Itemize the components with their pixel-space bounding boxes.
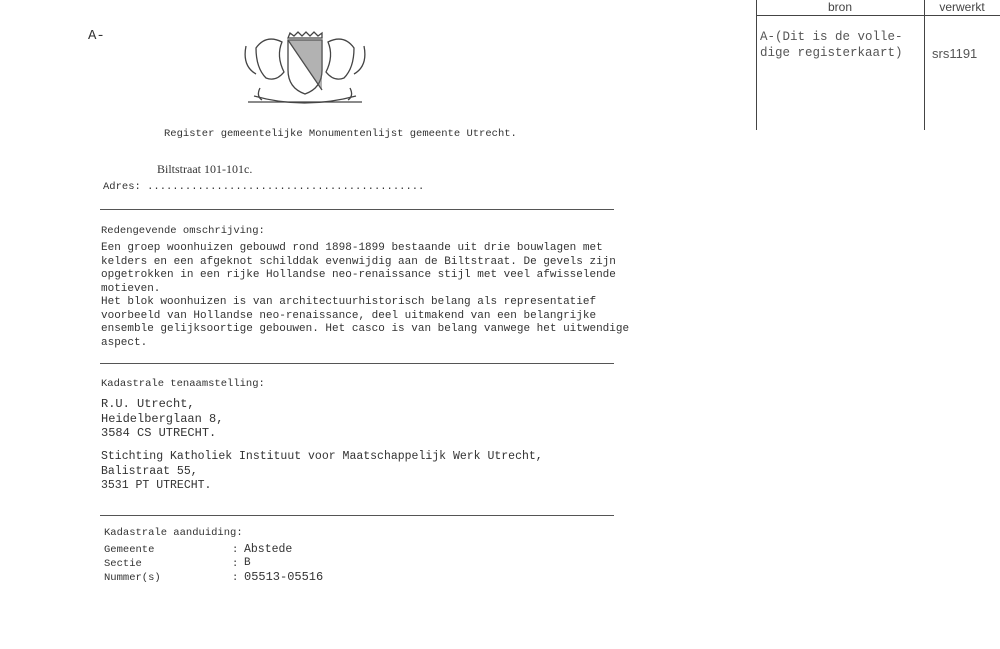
- separator: :: [232, 558, 239, 570]
- description-line: Het blok woonhuizen is van architectuurhistorisch belang als representatief: [101, 296, 597, 308]
- bron-value-line-1: A-(Dit is de volle-: [760, 30, 903, 44]
- cadastral-value: Abstede: [244, 543, 293, 556]
- owner-1: [101, 397, 223, 441]
- owner-2: [101, 450, 543, 494]
- address-label: Adres: ............................................: [103, 181, 425, 193]
- owner-street: Heidelberglaan 8,: [101, 411, 224, 426]
- separator: :: [232, 544, 239, 556]
- separator: :: [232, 572, 239, 584]
- divider: [100, 209, 614, 210]
- verwerkt-header: verwerkt: [939, 0, 985, 14]
- cadastral-label: Sectie: [104, 558, 142, 570]
- cadastral-table: [104, 543, 364, 585]
- owner-name: R.U. Utrecht,: [101, 397, 195, 411]
- owners-heading: Kadastrale tenaamstelling:: [101, 378, 265, 390]
- document-title: Register gemeentelijke Monumentenlijst gemeente Utrecht.: [164, 128, 517, 140]
- owner-street: Balistraat 55,: [101, 464, 198, 478]
- description-line: opgetrokken in een rijke Hollandse neo-renaissance stijl met veel afwisselende: [101, 269, 616, 281]
- description-text: [101, 242, 629, 350]
- description-line: kelders en een afgeknot schilddak evenwijdig aan de Biltstraat. De gevels zijn: [101, 255, 616, 268]
- cadastral-value: 05513-05516: [244, 570, 324, 584]
- cadastral-label: Nummer(s): [104, 572, 161, 584]
- owner-name: Stichting Katholiek Instituut voor Maatschappelijk Werk Utrecht,: [101, 450, 543, 463]
- cadastral-row: [104, 557, 364, 571]
- cadastral-row: [104, 543, 364, 557]
- bron-value-line-2: dige registerkaart): [760, 46, 903, 60]
- register-box: [756, 0, 1000, 130]
- description-line: aspect.: [101, 336, 148, 349]
- cadastral-heading: Kadastrale aanduiding:: [104, 527, 243, 539]
- owner-city: 3584 CS UTRECHT.: [101, 426, 217, 440]
- owner-city: 3531 PT UTRECHT.: [101, 479, 212, 492]
- divider: [100, 363, 614, 364]
- bron-header: bron: [827, 0, 853, 14]
- description-line: motieven.: [101, 282, 161, 295]
- cadastral-value: B: [244, 557, 251, 569]
- cadastral-label: Gemeente: [104, 544, 155, 556]
- divider: [100, 515, 614, 516]
- description-line: Een groep woonhuizen gebouwd rond 1898-1899 bestaande uit drie bouwlagen met: [101, 242, 603, 254]
- description-line: voorbeeld van Hollandse neo-renaissance, deel uitmakend van een belangrijke: [101, 309, 597, 322]
- verwerkt-value: srs1191: [932, 46, 978, 61]
- corner-mark: A-: [88, 28, 105, 44]
- address-value: Biltstraat 101-101c.: [157, 162, 253, 176]
- cadastral-row: [104, 571, 364, 585]
- utrecht-coat-of-arms-logo: [238, 28, 372, 110]
- description-heading: Redengevende omschrijving:: [101, 225, 265, 237]
- description-line: ensemble gelijksoortige gebouwen. Het casco is van belang vanwege het uitwendige: [101, 323, 630, 335]
